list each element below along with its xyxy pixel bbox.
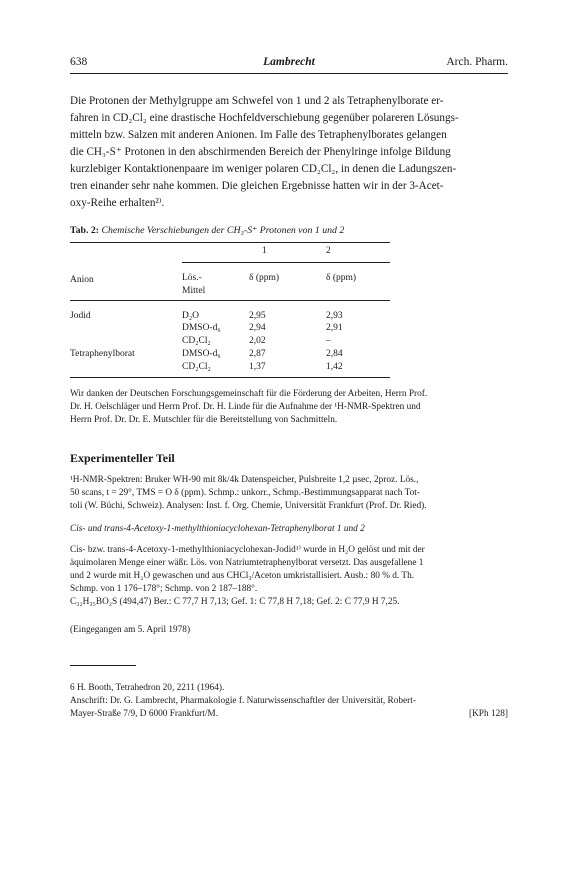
procedure-paragraph xyxy=(70,544,508,609)
intro-line: oxy-Reihe erhalten²⁾. xyxy=(70,197,165,209)
section-title: Experimenteller Teil xyxy=(70,451,175,465)
methods-paragraph xyxy=(70,474,508,513)
table-bottom-rule xyxy=(70,377,390,378)
table-header-subrule xyxy=(182,262,390,263)
intro-line: Die Protonen der Methylgruppe am Schwefel von 1 und 2 als Tetraphenylborate er- xyxy=(70,95,444,107)
table-cell-solvent: CD₂Cl₂ xyxy=(182,362,211,372)
table-head-rule xyxy=(70,300,390,301)
table-head-solvent-1: Lös.- xyxy=(182,273,202,283)
table-caption xyxy=(70,225,344,236)
intro-line: fahren in CD₂Cl₂ eine drastische Hochfeldverschiebung gegenüber polareren Lösungs- xyxy=(70,112,459,124)
table-cell-solvent: DMSO-d₆ xyxy=(182,349,221,359)
table-col-header-2: 2 xyxy=(326,246,331,256)
table-cell-value-1: 2,02 xyxy=(249,336,266,346)
footnote-block xyxy=(70,682,508,721)
intro-line: tren einander sehr nahe kommen. Die gleichen Ergebnisse hatten wir in der 3-Acet- xyxy=(70,180,444,192)
table-cell-value-2: 2,84 xyxy=(326,349,343,359)
intro-line: kurzlebiger Kontaktionenpaare im weniger polaren CD₂Cl₂, in denen die Ladungszen- xyxy=(70,163,457,175)
footnote-reference: 6 H. Booth, Tetrahedron 20, 2211 (1964). xyxy=(70,683,225,693)
procedure-line: Cis- bzw. trans-4-Acetoxy-1-methylthioniacyclohexan-Jodid¹⁾ wurde in H₂O gelöst und mit der xyxy=(70,545,425,555)
methods-line: ¹H-NMR-Spektren: Bruker WH-90 mit 8k/4k Datenspeicher, Pulsbreite 1,2 µsec, 2proz. Lös., xyxy=(70,475,419,485)
table-cell-value-1: 2,87 xyxy=(249,349,266,359)
intro-paragraph xyxy=(70,93,508,212)
table-col-header-1: 1 xyxy=(262,246,267,256)
methods-line: 50 scans, t = 29°, TMS = O δ (ppm). Schmp.: unkorr., Schmp.-Bestimmungsapparat nach Tot- xyxy=(70,488,420,498)
footnote-address: Mayer-Straße 7/9, D 6000 Frankfurt/M. xyxy=(70,709,219,719)
table-cell-solvent: CD₂Cl₂ xyxy=(182,336,211,346)
received-date: (Eingegangen am 5. April 1978) xyxy=(70,625,191,635)
table-cell-value-2: 1,42 xyxy=(326,362,343,372)
intro-line: mitteln bzw. Salzen mit anderen Anionen. Im Falle des Tetraphenylborates gelangen xyxy=(70,129,447,141)
procedure-line: und 2 wurde mit H₂O gewaschen und aus CHCl₃/Aceton umkristallisiert. Ausb.: 80 % d. Th. xyxy=(70,571,415,581)
footnote-address-line: Anschrift: Dr. G. Lambrecht, Pharmakologie f. Naturwissenschaftler der Universität, Robert- xyxy=(70,696,416,706)
running-header xyxy=(70,56,508,74)
table-head-shift-1: δ (ppm) xyxy=(249,273,280,283)
table-top-rule xyxy=(70,242,390,243)
table-cell-value-2: – xyxy=(326,336,331,346)
header-author: Lambrecht xyxy=(263,56,315,68)
table-cell-solvent: DMSO-d₆ xyxy=(182,323,221,333)
compound-heading: Cis- und trans-4-Acetoxy-1-methylthioniacyclohexan-Tetraphenylborat 1 und 2 xyxy=(70,524,365,534)
table-cell-anion: Jodid xyxy=(70,311,91,321)
table-caption-label: Tab. 2: xyxy=(70,225,100,236)
table-cell-value-2: 2,93 xyxy=(326,311,343,321)
table-cell-value-1: 1,37 xyxy=(249,362,266,372)
table-head-anion: Anion xyxy=(70,275,94,285)
table-head-shift-2: δ (ppm) xyxy=(326,273,357,283)
table-cell-anion: Tetraphenylborat xyxy=(70,349,135,359)
header-journal: Arch. Pharm. xyxy=(446,56,508,68)
footnote-address-line-2 xyxy=(70,708,508,721)
ack-line: Wir danken der Deutschen Forschungsgemeinschaft für die Förderung der Arbeiten, Herrn Prof. xyxy=(70,389,428,399)
table-cell-value-1: 2,94 xyxy=(249,323,266,333)
footnote-rule xyxy=(70,665,136,666)
intro-line: die CH₃-S⁺ Protonen in den abschirmenden Bereich der Phenylringe infolge Bildung xyxy=(70,146,451,158)
ack-line: Herrn Prof. Dr. Dr. E. Mutschler für die Bereitstellung von Sachmitteln. xyxy=(70,415,338,425)
methods-line: toli (W. Büchi, Schweiz). Analysen: Inst. f. Org. Chemie, Universität Frankfurt (Prof. Dr. Ried). xyxy=(70,501,427,511)
procedure-line: C₃₂H₃₅BO₂S (494,47) Ber.: C 77,7 H 7,13; Gef. 1: C 77,8 H 7,18; Gef. 2: C 77,9 H 7,25. xyxy=(70,597,400,607)
procedure-line: äquimolaren Menge einer wäßr. Lös. von Natriumtetraphenylborat versetzt. Das ausgefallene 1 xyxy=(70,558,424,568)
procedure-line: Schmp. von 1 176–178°; Schmp. von 2 187–188°. xyxy=(70,584,258,594)
table-cell-value-1: 2,95 xyxy=(249,311,266,321)
table-caption-text: Chemische Verschiebungen der CH₃-S⁺ Protonen von 1 und 2 xyxy=(101,225,345,236)
acknowledgement-paragraph xyxy=(70,388,508,427)
ack-line: Dr. H. Oelschläger und Herrn Prof. Dr. H. Linde für die Aufnahme der ¹H-NMR-Spektren und xyxy=(70,402,421,412)
table-head-solvent-2: Mittel xyxy=(182,286,206,296)
header-rule xyxy=(70,73,508,74)
page-number: 638 xyxy=(70,56,88,68)
table-cell-solvent: D₂O xyxy=(182,311,200,321)
table-cell-value-2: 2,91 xyxy=(326,323,343,333)
manuscript-code: [KPh 128] xyxy=(469,709,508,719)
